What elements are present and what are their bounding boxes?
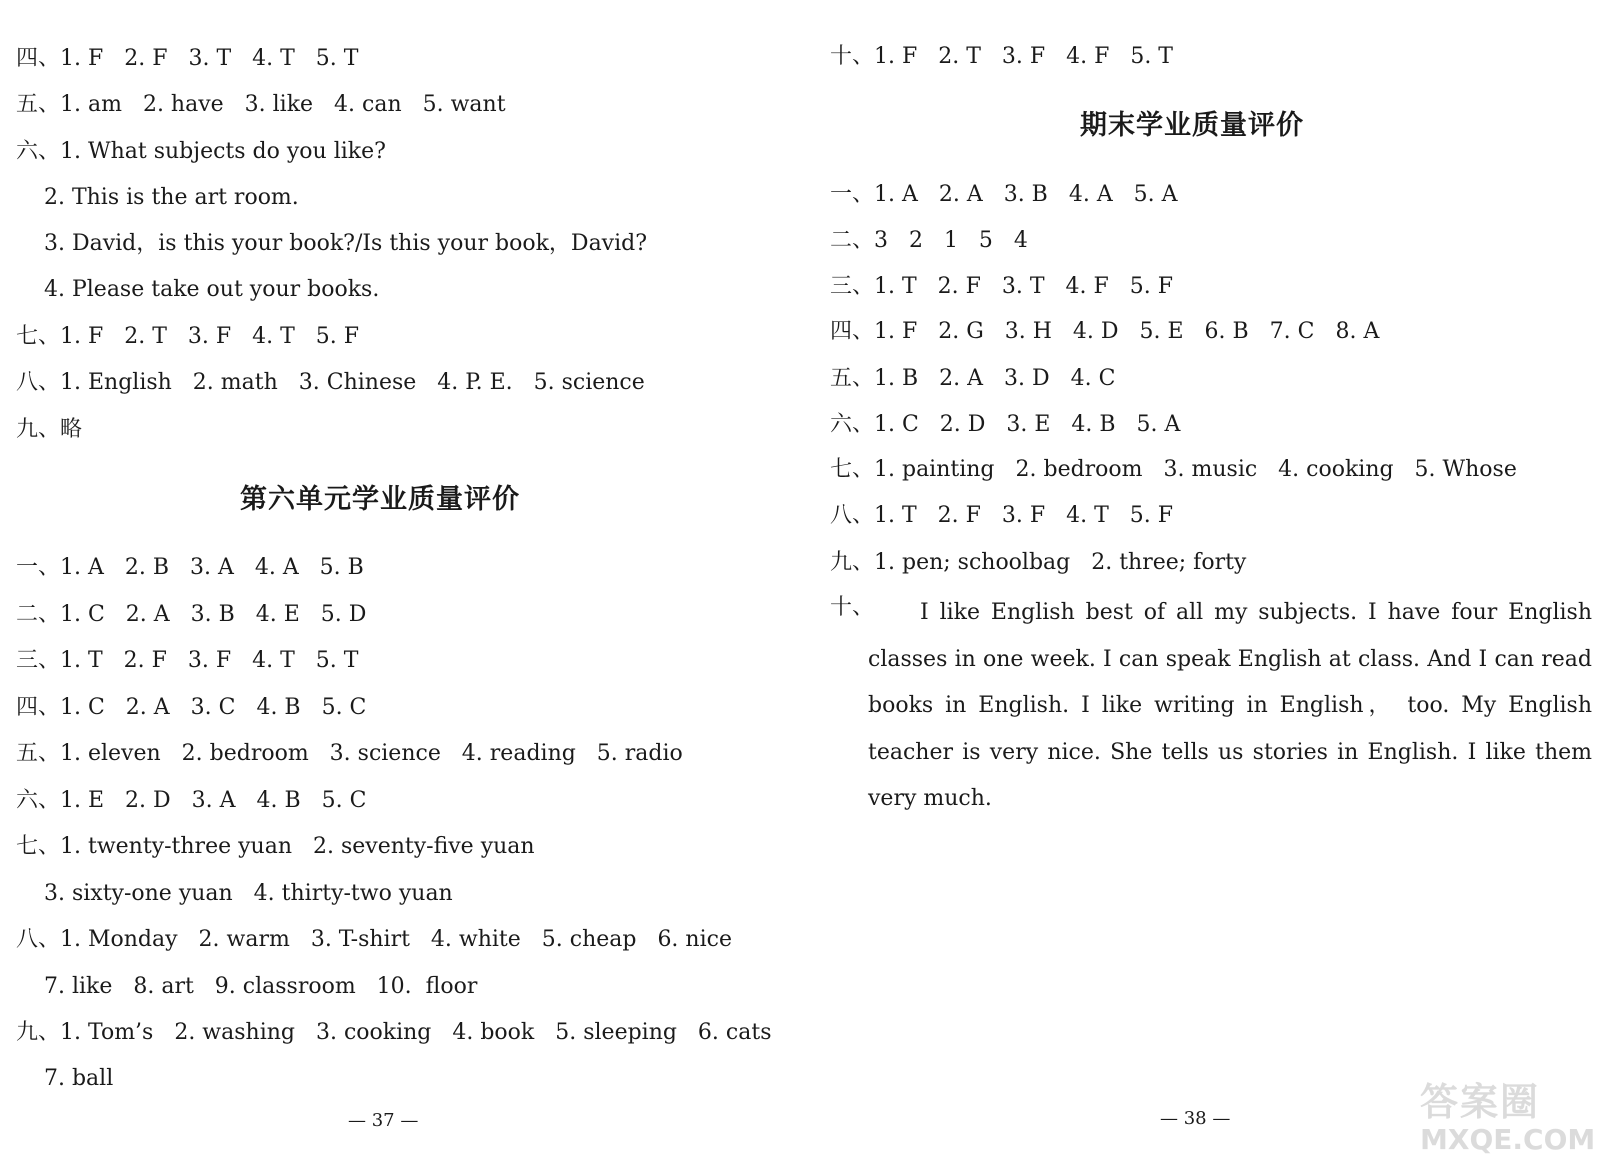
- watermark-url: MXQE.COM: [1420, 1123, 1596, 1156]
- answer-line: 五、1. eleven 2. bedroom 3. science 4. reading 5. radio: [16, 741, 683, 766]
- answer-line: 九、略: [16, 417, 83, 442]
- answer-line: 四、1. F 2. F 3. T 4. T 5. T: [16, 46, 359, 71]
- answer-line: 7. ball: [16, 1066, 114, 1091]
- watermark-title: 答案圈: [1420, 1079, 1541, 1124]
- answer-line: 4. Please take out your books.: [16, 277, 380, 302]
- page-38: [830, 0, 1600, 1171]
- answer-line: 一、1. A 2. A 3. B 4. A 5. A: [830, 182, 1178, 207]
- answer-line: 7. like 8. art 9. classroom 10. floor: [16, 974, 478, 999]
- answer-line: 五、1. am 2. have 3. like 4. can 5. want: [16, 92, 506, 117]
- answer-line: 七、1. twenty-three yuan 2. seventy-five yuan: [16, 834, 535, 859]
- answer-line: 十、1. F 2. T 3. F 4. F 5. T: [830, 44, 1173, 69]
- answer-line: 三、1. T 2. F 3. T 4. F 5. F: [830, 274, 1173, 299]
- answer-line: 四、1. F 2. G 3. H 4. D 5. E 6. B 7. C 8. A: [830, 319, 1380, 344]
- section-title: 期末学业质量评价: [1080, 110, 1304, 141]
- answer-line: 二、1. C 2. A 3. B 4. E 5. D: [16, 602, 367, 627]
- answer-line: 3. David，is this your book?/Is this your book，David?: [16, 231, 648, 256]
- essay-paragraph: I like English best of all my subjects. I have four English classes in one week. I can speak English at class. And I can read books in English. I like writing in English， too. My English teacher is very nice. She tells us stories in English. I like them very much.: [868, 600, 1592, 811]
- answer-line: 三、1. T 2. F 3. F 4. T 5. T: [16, 648, 359, 673]
- answer-line: 3. sixty-one yuan 4. thirty-two yuan: [16, 881, 453, 906]
- answer-line: 九、1. Tom’s 2. washing 3. cooking 4. book 5. sleeping 6. cats: [16, 1020, 772, 1045]
- answer-line: 六、1. C 2. D 3. E 4. B 5. A: [830, 412, 1181, 437]
- essay-label: 十、: [830, 595, 875, 620]
- answer-line: 七、1. F 2. T 3. F 4. T 5. F: [16, 324, 359, 349]
- page-number: — 38 —: [1160, 1108, 1231, 1129]
- page-37: [0, 0, 790, 1171]
- section-title: 第六单元学业质量评价: [240, 484, 520, 515]
- answer-line: 八、1. English 2. math 3. Chinese 4. P. E. 5. science: [16, 370, 645, 395]
- page-number: — 37 —: [348, 1110, 419, 1131]
- answer-line: 五、1. B 2. A 3. D 4. C: [830, 366, 1116, 391]
- answer-line: 四、1. C 2. A 3. C 4. B 5. C: [16, 695, 367, 720]
- answer-line: 六、1. E 2. D 3. A 4. B 5. C: [16, 788, 367, 813]
- answer-line: 六、1. What subjects do you like?: [16, 139, 386, 164]
- answer-line: 九、1. pen; schoolbag 2. three; forty: [830, 550, 1247, 575]
- answer-line: 八、1. Monday 2. warm 3. T-shirt 4. white 5. cheap 6. nice: [16, 927, 732, 952]
- answer-line: 一、1. A 2. B 3. A 4. A 5. B: [16, 555, 364, 580]
- answer-line: 七、1. painting 2. bedroom 3. music 4. cooking 5. Whose: [830, 457, 1517, 482]
- answer-line: 二、3 2 1 5 4: [830, 228, 1028, 253]
- answer-line: 八、1. T 2. F 3. F 4. T 5. F: [830, 503, 1173, 528]
- watermark-logo: [1420, 1071, 1596, 1163]
- answer-line: 2. This is the art room.: [16, 185, 299, 210]
